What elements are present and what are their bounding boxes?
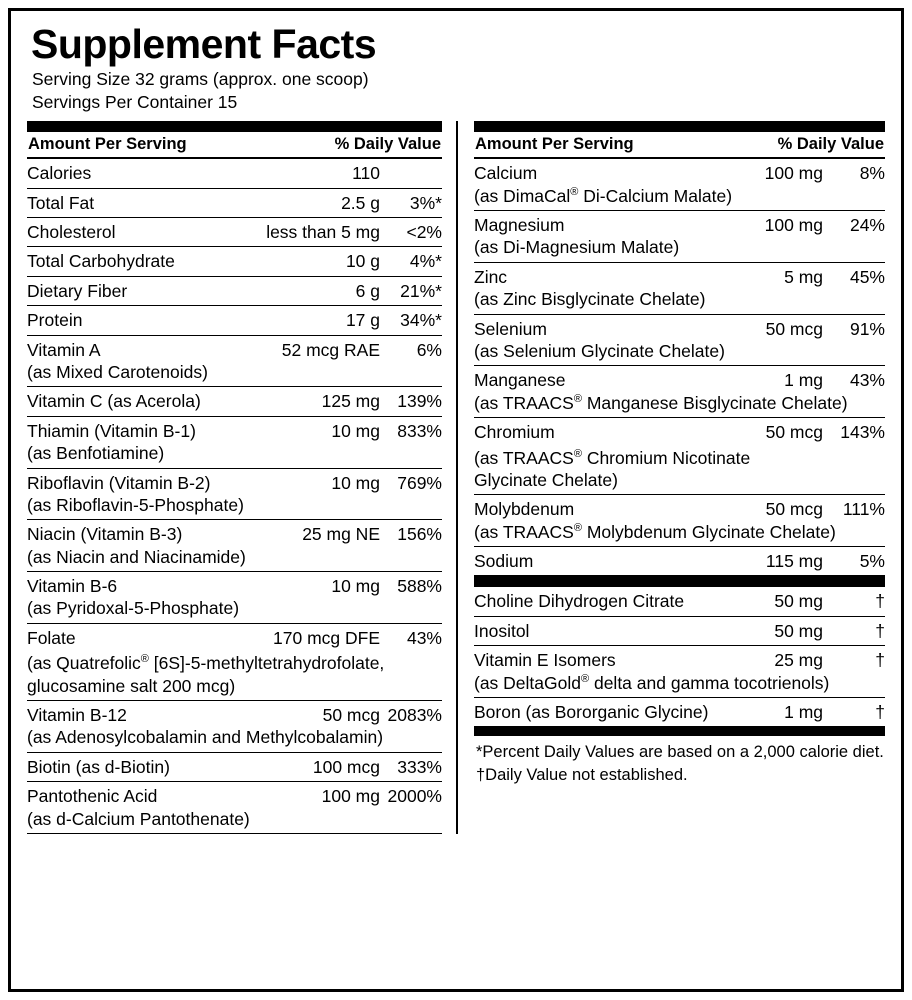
nutrient-amount: 50 mcg — [765, 318, 823, 339]
table-row — [474, 314, 885, 340]
nutrient-amount: 2.5 g — [245, 188, 380, 217]
servings-per-container-text: Servings Per Container 15 — [32, 92, 238, 113]
nutrient-amount: 50 mcg — [765, 499, 823, 520]
nutrient-amount: 17 g — [245, 306, 380, 335]
table-row — [474, 418, 885, 444]
nutrient-daily-value: 4%* — [380, 247, 442, 276]
table-row — [27, 159, 442, 188]
table-row — [27, 782, 442, 808]
nutrient-amount: 170 mcg DFE — [273, 627, 380, 648]
table-row — [27, 276, 442, 305]
nutrient-source: (as Quatrefolic® [6S]-5-methyltetrahydrofolate, — [27, 653, 385, 674]
nutrient-amount: 125 mg — [245, 387, 380, 416]
nutrient-name: Sodium — [474, 547, 695, 576]
table-row — [474, 698, 885, 727]
table-row-source — [474, 521, 885, 547]
table-row-source — [27, 808, 442, 834]
rule-thick-right-2 — [474, 576, 885, 587]
table-row-source — [27, 361, 442, 387]
nutrient-daily-value: 8% — [859, 163, 885, 184]
nutrient-amount: 100 mg — [764, 215, 823, 236]
nutrient-name: Chromium — [474, 422, 555, 443]
table-row — [474, 547, 885, 576]
nutrient-amount: 50 mg — [763, 587, 823, 616]
nutrient-name: Magnesium — [474, 215, 565, 236]
table-row — [27, 520, 442, 546]
nutrient-daily-value: 34%* — [380, 306, 442, 335]
nutrient-name: Manganese — [474, 370, 566, 391]
table-row — [474, 495, 885, 521]
nutrient-source: (as TRAACS® Manganese Bisglycinate Chelate) — [474, 392, 885, 418]
table-row — [27, 701, 442, 727]
table-row — [27, 416, 442, 442]
table-row — [27, 387, 442, 416]
nutrient-source: (as DeltaGold® delta and gamma tocotrienols) — [474, 672, 885, 698]
nutrient-source: (as Niacin and Niacinamide) — [27, 546, 442, 572]
nutrient-name: Calories — [27, 159, 245, 188]
footnotes — [474, 736, 885, 786]
nutrient-daily-value: † — [823, 587, 885, 616]
table-row — [474, 646, 885, 672]
nutrient-name: Dietary Fiber — [27, 276, 245, 305]
nutrient-name: Vitamin E Isomers — [474, 650, 616, 671]
nutrient-amount: 110 — [245, 159, 380, 188]
nutrient-amount: 5 mg — [784, 266, 823, 287]
nutrient-daily-value: 139% — [380, 387, 442, 416]
table-row — [474, 366, 885, 392]
amount-per-serving-header: Amount Per Serving — [28, 135, 187, 154]
nutrient-daily-value: 91% — [849, 318, 885, 339]
nutrient-amount: 100 mg — [321, 786, 380, 807]
nutrient-source: (as Pyridoxal-5-Phosphate) — [27, 597, 442, 623]
nutrient-name: Choline Dihydrogen Citrate — [474, 587, 763, 616]
nutrient-daily-value — [380, 159, 442, 188]
nutrient-daily-value: 111% — [842, 499, 885, 520]
daily-value-header-2: % Daily Value — [777, 135, 884, 154]
nutrient-source: (as d-Calcium Pantothenate) — [27, 808, 442, 834]
nutrient-name: Folate — [27, 627, 76, 648]
table-row — [474, 159, 885, 184]
nutrient-source: (as Adenosylcobalamin and Methylcobalamin) — [27, 726, 442, 752]
column-header-left — [27, 132, 442, 159]
nutrient-amount: 6 g — [245, 276, 380, 305]
nutrient-daily-value: 3%* — [380, 188, 442, 217]
nutrient-source: (as TRAACS® Chromium Nicotinate — [474, 447, 751, 468]
nutrient-daily-value: 21%* — [380, 276, 442, 305]
nutrient-name: Cholesterol — [27, 218, 245, 247]
facts-columns — [27, 121, 885, 834]
nutrient-daily-value: † — [823, 698, 885, 727]
nutrient-daily-value: 588% — [397, 576, 442, 597]
nutrient-daily-value: 24% — [849, 215, 885, 236]
facts-column-right — [456, 121, 885, 834]
nutrient-name: Total Carbohydrate — [27, 247, 245, 276]
nutrient-source: (as TRAACS® Molybdenum Glycinate Chelate) — [474, 521, 885, 547]
rule-thick-right-3 — [474, 727, 885, 736]
footnote-daily-values: *Percent Daily Values are based on a 2,000 calorie diet. — [476, 743, 884, 762]
table-row — [27, 218, 442, 247]
nutrient-amount: 10 g — [245, 247, 380, 276]
table-row-source — [27, 494, 442, 520]
nutrient-amount: 1 mg — [784, 370, 823, 391]
column-header-right — [474, 132, 885, 159]
amount-per-serving-header-2: Amount Per Serving — [475, 135, 634, 154]
nutrient-amount: 100 mcg — [245, 752, 380, 781]
table-row — [27, 306, 442, 335]
nutrient-name: Vitamin B-12 — [27, 705, 127, 726]
nutrient-name: Inositol — [474, 616, 763, 645]
nutrient-amount: 25 mg NE — [302, 524, 380, 545]
nutrient-amount: 50 mcg — [765, 422, 823, 443]
nutrient-name: Niacin (Vitamin B-3) — [27, 524, 183, 545]
nutrient-amount: 115 mg — [695, 547, 824, 576]
nutrient-daily-value: 5% — [823, 547, 885, 576]
nutrient-amount: 10 mg — [331, 576, 380, 597]
nutrient-name: Total Fat — [27, 188, 245, 217]
nutrient-name: Boron (as Bororganic Glycine) — [474, 698, 763, 727]
nutrient-name: Thiamin (Vitamin B-1) — [27, 420, 196, 441]
nutrient-table-right — [474, 159, 885, 576]
nutrient-source: (as Mixed Carotenoids) — [27, 361, 442, 387]
nutrient-source: Glycinate Chelate) — [474, 469, 885, 495]
table-row-source — [474, 340, 885, 366]
page-title: Supplement Facts — [31, 21, 377, 67]
nutrient-amount: 25 mg — [774, 650, 823, 671]
nutrient-source: (as Benfotiamine) — [27, 442, 442, 468]
rule-thick-left — [27, 121, 442, 132]
table-row — [27, 247, 442, 276]
nutrient-source: (as Riboflavin-5-Phosphate) — [27, 494, 442, 520]
nutrient-daily-value: 2000% — [387, 786, 442, 807]
nutrient-name: Molybdenum — [474, 499, 575, 520]
nutrient-daily-value: 333% — [380, 752, 442, 781]
table-row-source — [27, 442, 442, 468]
nutrient-daily-value: 43% — [406, 627, 442, 648]
nutrient-amount: less than 5 mg — [245, 218, 380, 247]
table-row-source — [474, 469, 885, 495]
nutrient-amount: 52 mcg RAE — [281, 339, 380, 360]
table-row-source — [27, 649, 442, 674]
table-row-source — [27, 675, 442, 701]
table-row-source — [474, 672, 885, 698]
table-row — [474, 262, 885, 288]
table-row-source — [474, 236, 885, 262]
rule-thick-right — [474, 121, 885, 132]
supplement-facts-panel — [8, 8, 904, 992]
nutrient-daily-value: 6% — [416, 339, 442, 360]
nutrient-daily-value: 833% — [397, 420, 442, 441]
nutrient-name: Selenium — [474, 318, 547, 339]
nutrient-amount: 50 mg — [763, 616, 823, 645]
nutrient-amount: 50 mcg — [322, 705, 380, 726]
serving-size-text: Serving Size 32 grams (approx. one scoop) — [32, 69, 369, 90]
table-row-source — [27, 546, 442, 572]
table-row — [474, 211, 885, 237]
table-row — [27, 752, 442, 781]
nutrient-table-left — [27, 159, 442, 834]
nutrient-daily-value: 2083% — [387, 705, 442, 726]
nutrient-name: Vitamin B-6 — [27, 576, 118, 597]
nutrient-daily-value: 769% — [397, 472, 442, 493]
nutrient-amount: 1 mg — [763, 698, 823, 727]
table-row-source — [474, 392, 885, 418]
nutrient-amount: 100 mg — [764, 163, 823, 184]
nutrient-amount: 10 mg — [331, 472, 380, 493]
table-row — [27, 188, 442, 217]
nutrient-name: Riboflavin (Vitamin B-2) — [27, 472, 211, 493]
nutrient-name: Vitamin A — [27, 339, 101, 360]
nutrient-daily-value: 45% — [849, 266, 885, 287]
nutrient-name: Vitamin C (as Acerola) — [27, 387, 245, 416]
nutrient-source: (as DimaCal® Di-Calcium Malate) — [474, 185, 885, 211]
nutrient-daily-value: 143% — [840, 422, 885, 443]
nutrient-source: (as Selenium Glycinate Chelate) — [474, 340, 885, 366]
table-row — [27, 623, 442, 649]
nutrient-source: (as Di-Magnesium Malate) — [474, 236, 885, 262]
daily-value-header: % Daily Value — [334, 135, 441, 154]
nutrient-daily-value: † — [823, 616, 885, 645]
table-row-source — [27, 726, 442, 752]
nutrient-name: Biotin (as d-Biotin) — [27, 752, 245, 781]
table-row — [474, 616, 885, 645]
nutrient-name: Pantothenic Acid — [27, 786, 158, 807]
nutrient-name: Zinc — [474, 266, 508, 287]
nutrient-daily-value: 43% — [849, 370, 885, 391]
table-row — [474, 587, 885, 616]
table-row — [27, 468, 442, 494]
nutrient-daily-value: <2% — [380, 218, 442, 247]
footnote-not-established: †Daily Value not established. — [476, 765, 688, 784]
table-row-source — [27, 597, 442, 623]
facts-column-left — [27, 121, 456, 834]
nutrient-name: Calcium — [474, 163, 538, 184]
nutrient-amount: 10 mg — [331, 420, 380, 441]
table-row-source — [474, 185, 885, 211]
table-row — [27, 335, 442, 361]
nutrient-source: glucosamine salt 200 mcg) — [27, 675, 442, 701]
nutrient-name: Protein — [27, 306, 245, 335]
nutrient-source: (as Zinc Bisglycinate Chelate) — [474, 288, 885, 314]
table-row — [27, 572, 442, 598]
table-row-source — [474, 444, 885, 469]
nutrient-table-right-2 — [474, 587, 885, 727]
nutrient-daily-value: 156% — [397, 524, 442, 545]
table-row-source — [474, 288, 885, 314]
nutrient-daily-value: † — [875, 650, 885, 671]
